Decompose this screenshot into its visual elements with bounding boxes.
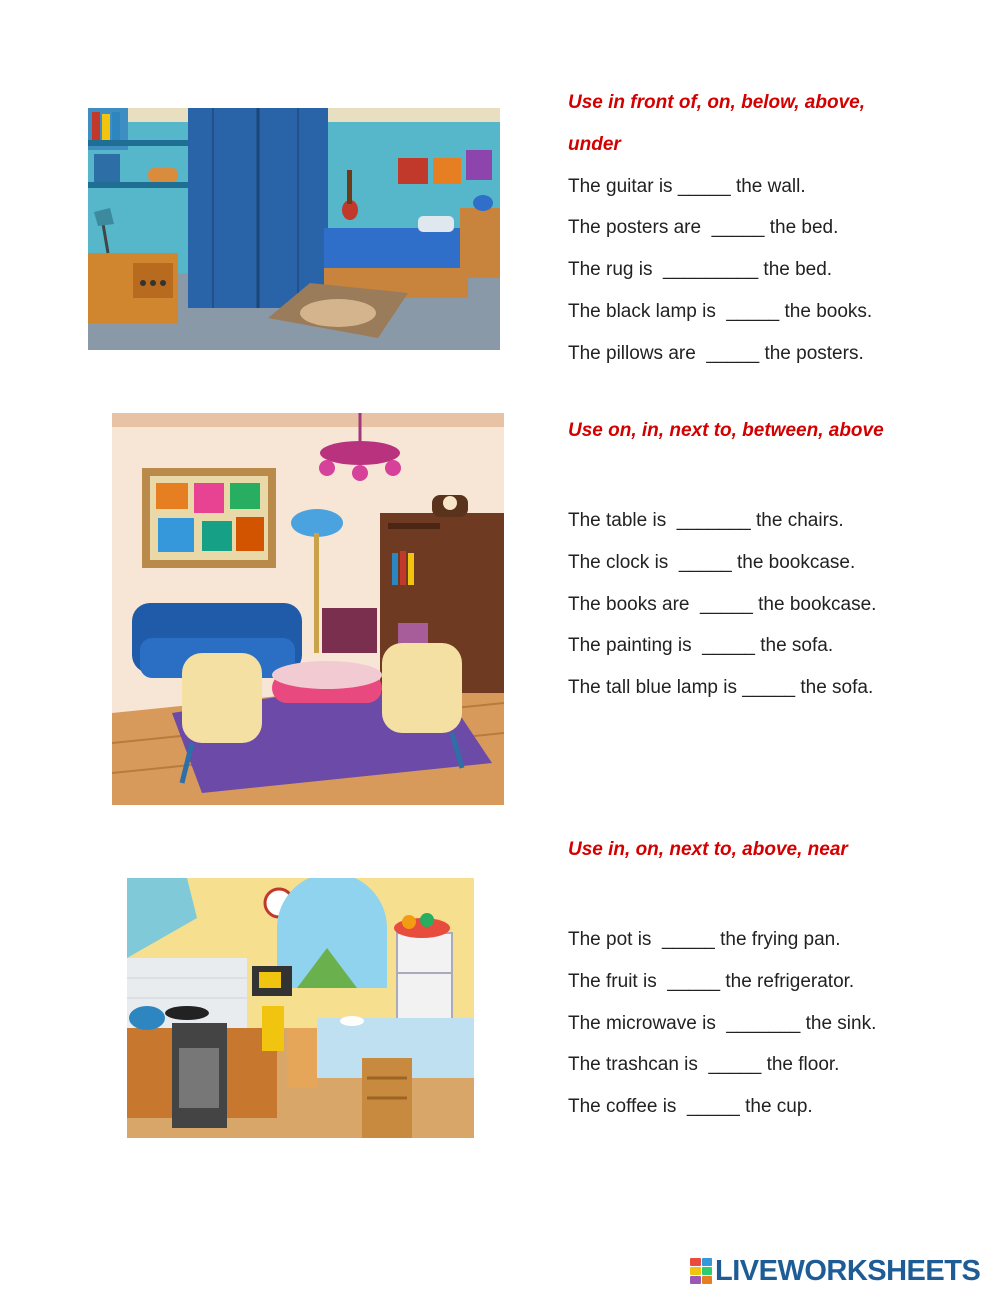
instruction-text-continued: under [568,133,621,155]
instruction-text: Use on, in, next to, between, above [568,420,884,441]
sentence-trashcan[interactable]: The trashcan is _____ the floor. [568,1054,840,1076]
sentence-painting[interactable]: The painting is _____ the sofa. [568,635,834,657]
sentence-pillows[interactable]: The pillows are _____ the posters. [568,342,864,364]
sentence-table[interactable]: The table is _______ the chairs. [568,510,844,531]
sentence-clock[interactable]: The clock is _____ the bookcase. [568,551,856,573]
sentence-coffee[interactable]: The coffee is _____ the cup. [568,1096,813,1118]
liveworksheets-logo [690,1254,980,1288]
sentence-guitar[interactable]: The guitar is _____ the wall. [568,175,806,197]
liveworksheets-logo-text: LIVEWORKSHEETS [715,1254,981,1287]
liveworksheets-logo-icon [690,1258,712,1284]
sentence-tall-blue-lamp[interactable]: The tall blue lamp is _____ the sofa. [568,677,874,699]
sentence-fruit[interactable]: The fruit is _____ the refrigerator. [568,970,855,992]
sentence-microwave[interactable]: The microwave is _______ the sink. [568,1012,877,1034]
sentence-books[interactable]: The books are _____ the bookcase. [568,593,877,615]
sentence-pot[interactable]: The pot is _____ the frying pan. [568,929,841,950]
kitchen-illustration [127,878,474,1138]
instruction-text: Use in front of, on, below, above, [568,92,865,113]
bedroom-illustration [88,108,500,350]
sentence-rug[interactable]: The rug is _________ the bed. [568,259,833,281]
exercise-bedroom [568,82,988,375]
sentence-posters[interactable]: The posters are _____ the bed. [568,217,839,239]
instruction-text: Use in, on, next to, above, near [568,839,848,860]
sentence-black-lamp[interactable]: The black lamp is _____ the books. [568,300,873,322]
exercise-living-room [568,416,988,709]
exercise-kitchen [568,835,988,1128]
living-room-illustration [112,413,504,805]
